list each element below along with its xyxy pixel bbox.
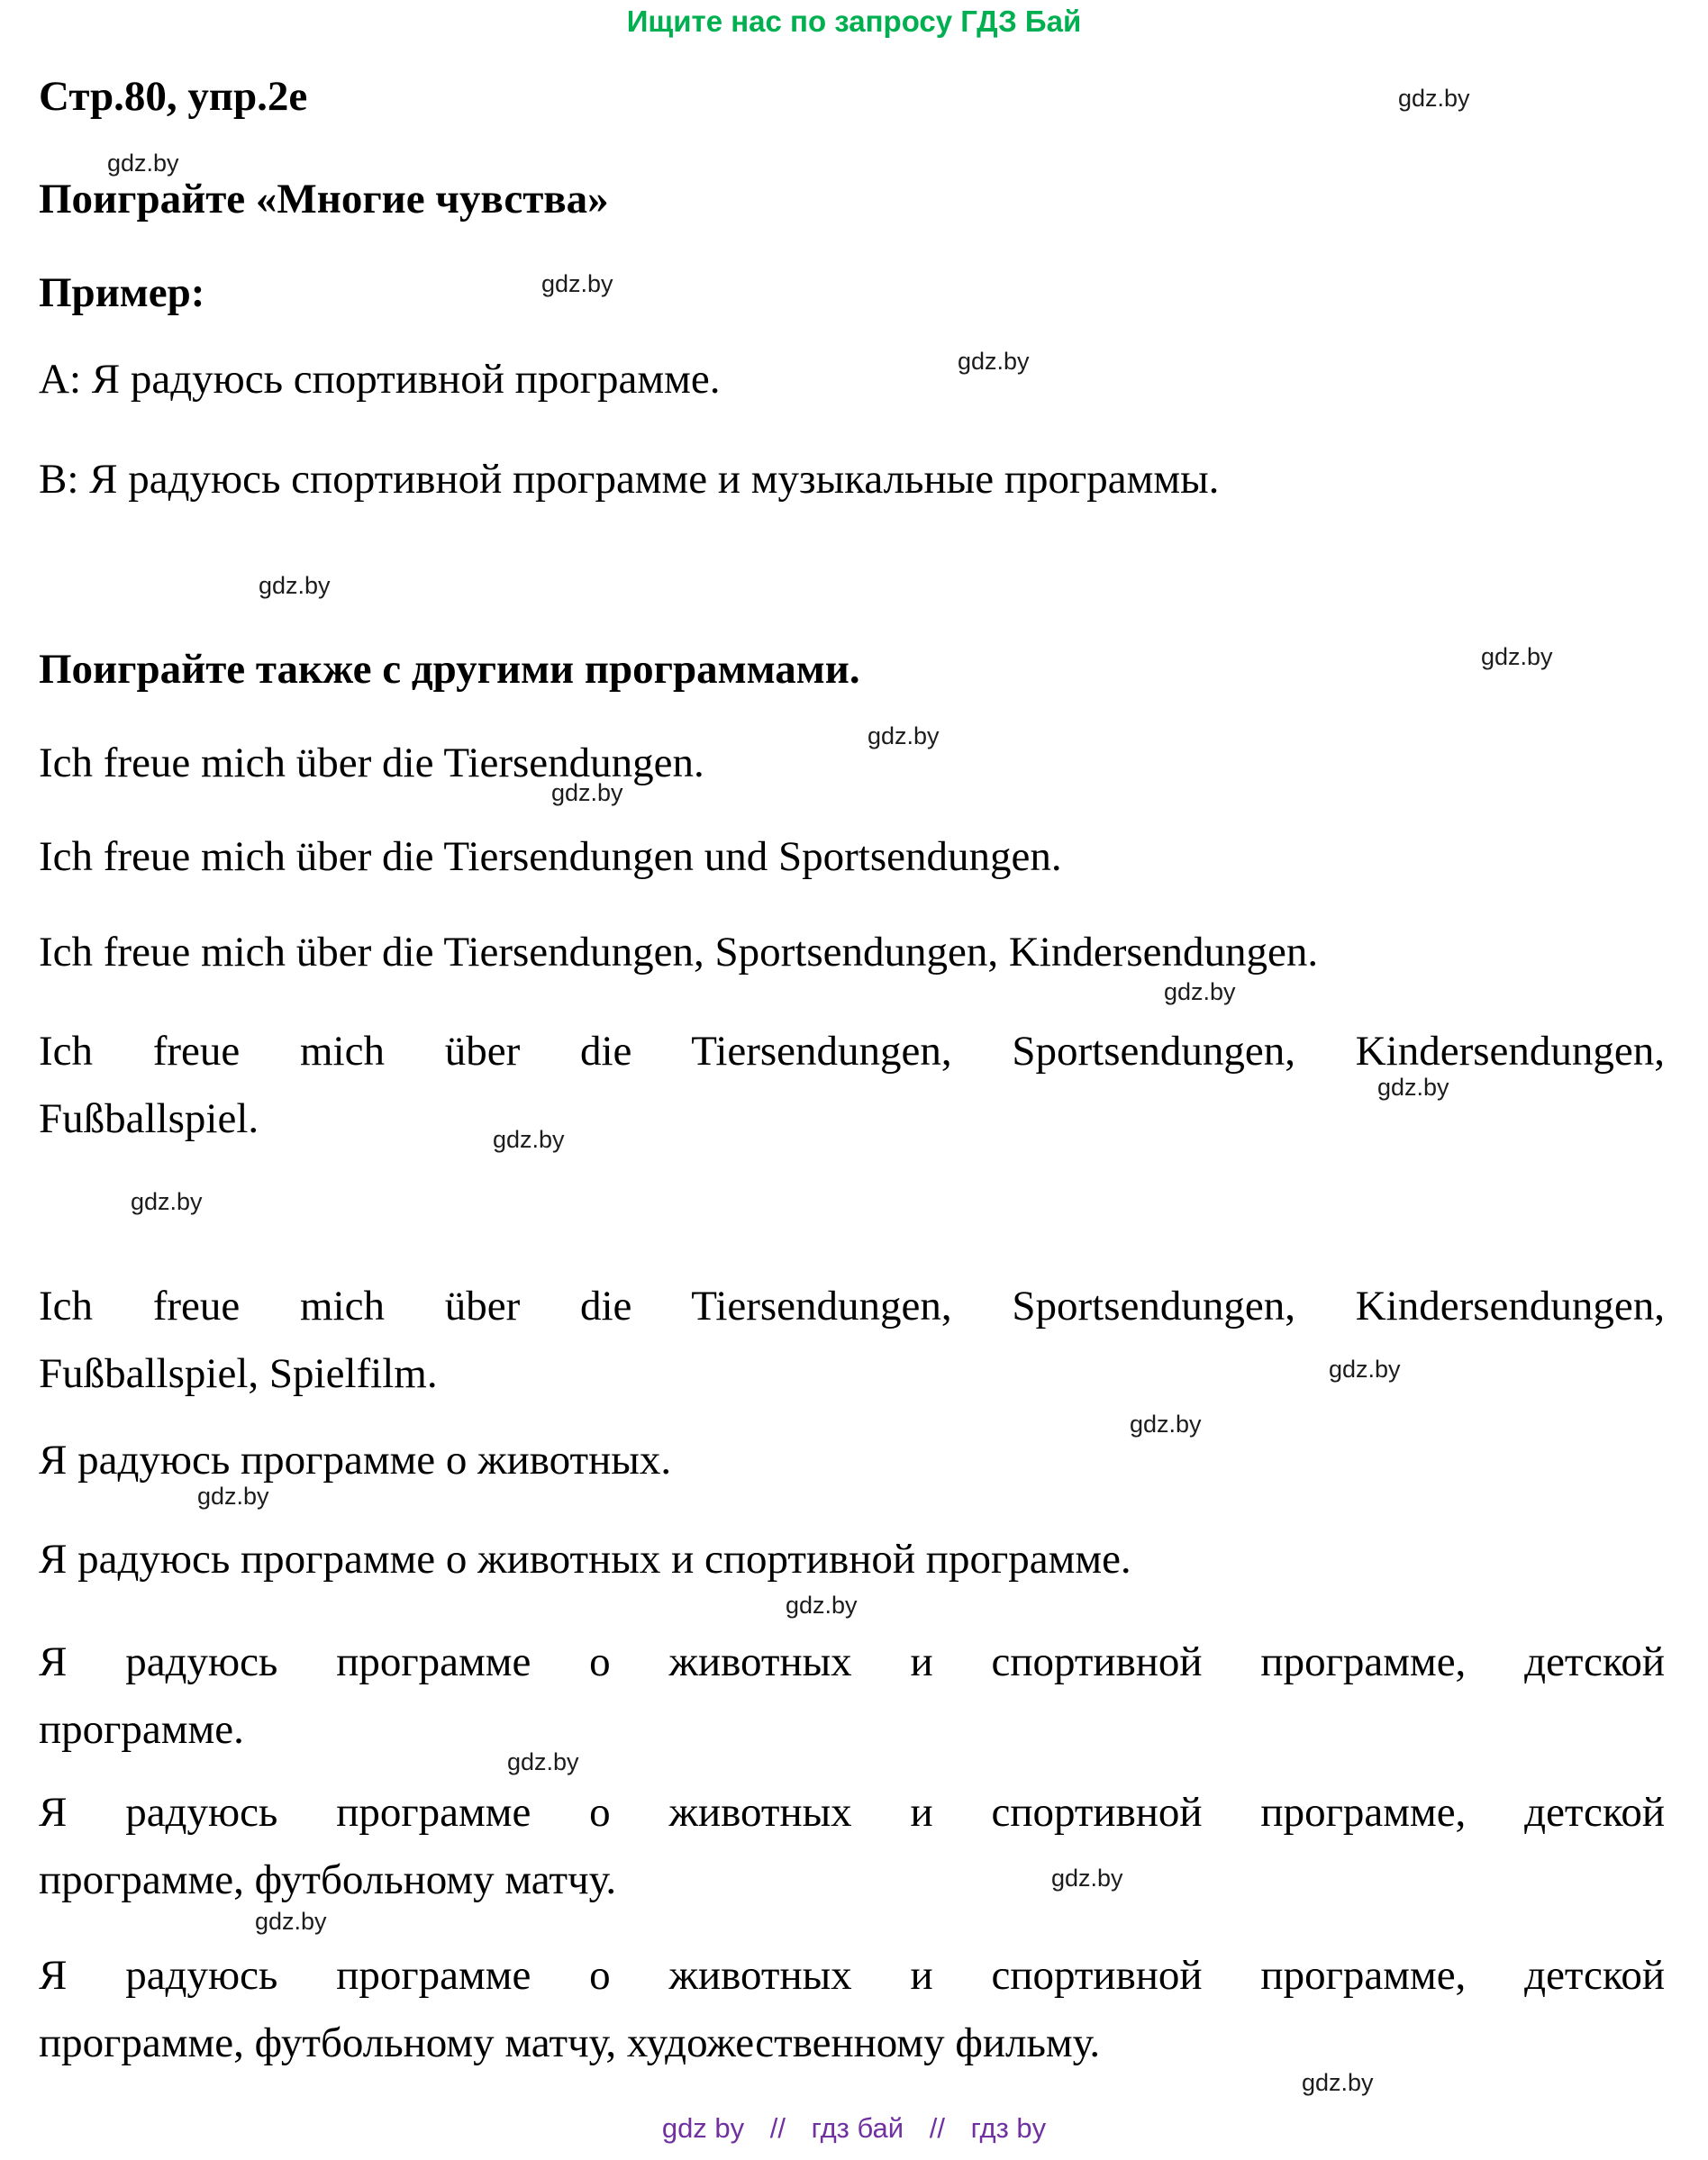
second-heading: Поиграйте также с другими программами.	[39, 646, 860, 693]
gdz-watermark: gdz.by	[958, 348, 1030, 375]
german-sentence-3: Ich freue mich über die Tiersendungen, Sportsendungen, Kindersendungen.	[39, 929, 1319, 976]
footer-separator: //	[929, 2112, 945, 2144]
example-line-b: В: Я радуюсь спортивной программе и музыкальные программы.	[39, 456, 1220, 503]
footer-link-gdz-by[interactable]: gdz by	[661, 2112, 745, 2144]
gdz-watermark: gdz.by	[1051, 1865, 1123, 1892]
example-line-a: А: Я радуюсь спортивной программе.	[39, 356, 721, 403]
exercise-heading: Поиграйте «Многие чувства»	[39, 176, 609, 222]
russian-sentence-3-line-1: Я радуюсь программе о животных и спортивной программе, детской	[39, 1638, 1665, 1685]
gdz-watermark: gdz.by	[1398, 85, 1470, 112]
gdz-watermark: gdz.by	[255, 1908, 327, 1935]
german-sentence-4-line-1: Ich freue mich über die Tiersendungen, Sportsendungen, Kindersendungen,	[39, 1028, 1665, 1075]
german-sentence-5-line-1: Ich freue mich über die Tiersendungen, Sportsendungen, Kindersendungen,	[39, 1283, 1665, 1330]
gdz-watermark: gdz.by	[131, 1188, 203, 1215]
footer-separator: //	[769, 2112, 786, 2144]
russian-sentence-3	[39, 1629, 1665, 1764]
gdz-watermark: gdz.by	[541, 270, 613, 297]
footer-link-gdz-bai[interactable]: гдз бай	[811, 2112, 904, 2144]
russian-sentence-1: Я радуюсь программе о животных.	[39, 1437, 672, 1484]
gdz-watermark: gdz.by	[259, 572, 331, 599]
footer-link-gdz-by-2[interactable]: гдз by	[970, 2112, 1047, 2144]
gdz-watermark: gdz.by	[107, 150, 179, 177]
top-banner: Ищите нас по запросу ГДЗ Бай	[626, 5, 1082, 38]
gdz-watermark: gdz.by	[786, 1592, 858, 1619]
gdz-watermark: gdz.by	[1302, 2069, 1374, 2096]
footer-links	[0, 2112, 1708, 2145]
russian-sentence-5-line-2: программе, футбольному матчу, художественному фильму.	[39, 2019, 1101, 2066]
german-sentence-4-line-2: Fußballspiel.	[39, 1095, 259, 1142]
example-label: Пример:	[39, 269, 205, 316]
page-title: Стр.80, упр.2e	[39, 73, 308, 120]
russian-sentence-3-line-2: программе.	[39, 1706, 244, 1753]
gdz-watermark: gdz.by	[1329, 1356, 1401, 1383]
gdz-watermark: gdz.by	[1377, 1074, 1449, 1101]
russian-sentence-5-line-1: Я радуюсь программе о животных и спортивной программе, детской	[39, 1952, 1665, 1999]
gdz-watermark: gdz.by	[1164, 978, 1236, 1005]
gdz-watermark: gdz.by	[493, 1126, 565, 1153]
german-sentence-1: Ich freue mich über die Tiersendungen.	[39, 740, 704, 786]
russian-sentence-4-line-2: программе, футбольному матчу.	[39, 1856, 617, 1903]
russian-sentence-2: Я радуюсь программе о животных и спортивной программе.	[39, 1536, 1131, 1583]
gdz-watermark: gdz.by	[1130, 1411, 1202, 1438]
gdz-watermark: gdz.by	[197, 1483, 269, 1510]
gdz-watermark: gdz.by	[1481, 643, 1553, 670]
russian-sentence-5	[39, 1942, 1665, 2077]
gdz-watermark: gdz.by	[868, 722, 940, 749]
russian-sentence-4-line-1: Я радуюсь программе о животных и спортивной программе, детской	[39, 1789, 1665, 1836]
german-sentence-5-line-2: Fußballspiel, Spielfilm.	[39, 1350, 438, 1397]
gdz-watermark: gdz.by	[551, 779, 623, 806]
gdz-watermark: gdz.by	[507, 1748, 579, 1775]
german-sentence-4	[39, 1018, 1665, 1153]
russian-sentence-4	[39, 1779, 1665, 1914]
german-sentence-5	[39, 1273, 1665, 1408]
german-sentence-2: Ich freue mich über die Tiersendungen und Sportsendungen.	[39, 833, 1062, 880]
